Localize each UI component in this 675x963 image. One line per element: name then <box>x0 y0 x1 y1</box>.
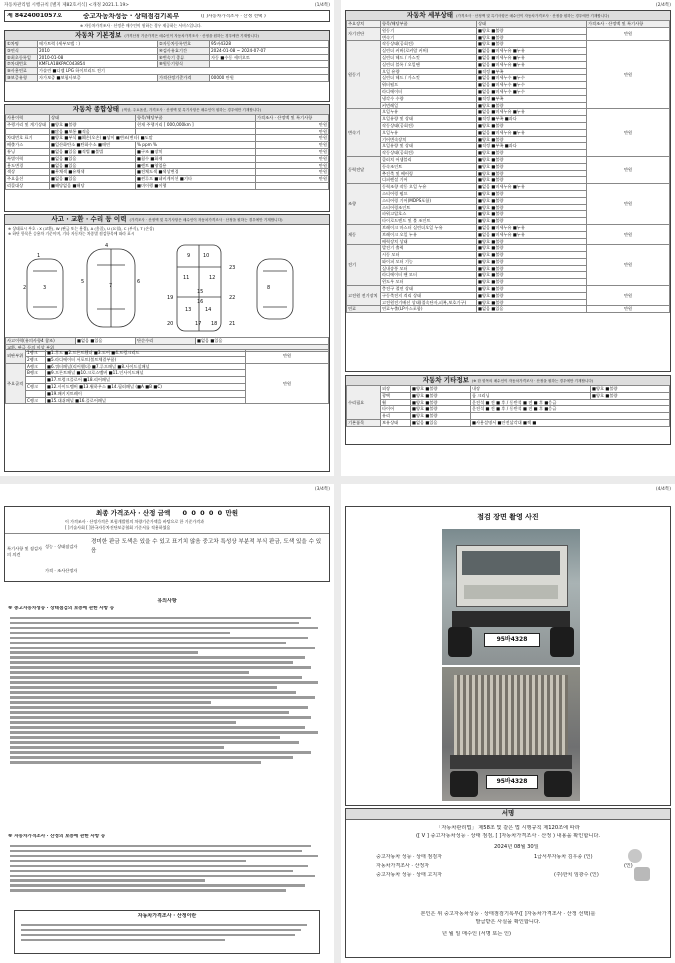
detail-item: 실린더 커버(로커암 커버) <box>381 48 477 55</box>
page-1 <box>0 0 334 476</box>
detail-state: ■없음 ■미세누유 ■누유 <box>477 54 587 61</box>
detail-group-name: 연료 <box>347 306 381 313</box>
page-header <box>0 484 334 493</box>
accident-legend: ※ 상태표시 부호 : X (교환), W (판금 또는 용접), A (흠집), U (요철), C (부식), T (손상) <box>8 226 155 231</box>
detail-item: 타이로드엔드 및 볼 조인트 <box>381 218 477 225</box>
frame-label: 12 <box>209 275 216 281</box>
accident-row: 교환, 판금 등의 이상 부위 <box>6 344 329 351</box>
buyer-signature-line: 년 월 일 매수인 (서명 또는 인) <box>442 931 512 937</box>
detail-state: ■양호 ■불량 <box>477 272 587 279</box>
detail-item: 커먼레일 <box>381 102 477 109</box>
basic-row: ③연식 2010 ④검사유효기간 2024-01-08 ~ 2024-07-07 <box>6 47 329 54</box>
truck-rear-photo <box>442 667 580 801</box>
detail-state: ■없음 ■미세누유 ■누유 <box>477 61 587 68</box>
doc-number-label: 제 8424001057호 <box>7 13 63 19</box>
page-3 <box>0 484 334 963</box>
notifier-label: 중고자동차 성능 · 상태 고지자 <box>376 872 442 878</box>
basic-row: ⑨사용연료 가솔린 ■디젤 LPG 하이브리드 전기 <box>6 68 329 75</box>
page-number: (1/4쪽) <box>314 3 330 8</box>
detail-row <box>347 184 670 191</box>
confirm-text-2: 발급받은 사실을 확인합니다. <box>475 919 541 925</box>
accident-row: 사고이력(유의사항4 참조) ■없음 ■있음 단순수리 ■없음 ■있음 <box>6 338 329 345</box>
frame-label: 3 <box>43 285 47 291</box>
detail-group-name: 조향 <box>347 184 381 225</box>
detail-item: 등속조인트 <box>381 163 477 170</box>
page-2 <box>341 0 675 476</box>
detail-state: ■없음 ■미세누유 ■누유 <box>477 129 587 136</box>
final-price-section <box>4 506 330 582</box>
page-header <box>0 0 334 9</box>
detail-status-title: 자동차 세부상태 (가격조사 · 산정액 및 특기사항은 매수인이 자동차가격조사 · 산정을 원하는 경우에만 기재합니다) <box>346 11 670 21</box>
detail-item: 작동상태(공회전) <box>381 41 477 48</box>
signature-section <box>345 808 671 958</box>
special-label: 특기사항 및 점검자의 의견 <box>7 546 43 557</box>
detail-state: ■적정 ■부족 <box>477 95 587 102</box>
detail-item: 브레이크 마스터 실린더오일 누유 <box>381 224 477 231</box>
seal-stamp <box>628 849 642 863</box>
detail-item: 충전구 절연 상태 <box>381 286 477 293</box>
photo-title: 점검 장면 촬영 사진 <box>477 513 539 521</box>
frame-label: 20 <box>167 321 174 327</box>
price-person-label: 가격 · 조사산정자 <box>45 568 78 573</box>
detail-state: ■양호 ■불량 <box>477 170 587 177</box>
overall-row: 용도변경 ■없음 ■있음 ■렌트 ■영업용 만원 <box>7 162 327 168</box>
detail-state: ■양호 ■불량 <box>477 299 587 306</box>
notice-title: ※ 중고자동차성능 · 상태점검의 보증에 관한 사항 등 <box>8 606 115 611</box>
detail-item: 라디에이터 팬 모터 <box>381 272 477 279</box>
detail-item: 오일누유 <box>381 109 477 116</box>
etc-info-section <box>345 375 671 445</box>
etc-row: 유리 ■양호 ■불량 <box>347 413 670 420</box>
detail-price: 만원 <box>587 184 670 225</box>
frame-label: 7 <box>109 283 113 289</box>
detail-state: ■양호 ■불량 <box>477 27 587 34</box>
detail-state: ■양호 ■불량 <box>477 238 587 245</box>
overall-row: 튜닝 ■없음 ■있음 ■적법 ■불법 ■구조 ■장치 만원 <box>7 148 327 154</box>
detail-item: 실린더 헤드 / 가스킷 <box>381 54 477 61</box>
appraisal-definition-text <box>21 921 313 944</box>
appraiser-label: 자동차가격조사 · 산정자 <box>376 863 430 869</box>
overall-row: 주행거리 및 계기상태 ■양호 ■불량 현재 주행거리 [ 000,000km ] 만원 <box>7 121 327 127</box>
detail-state: ■양호 ■불량 <box>477 245 587 252</box>
detail-item: 연료누출(LP가스포함) <box>381 306 477 313</box>
etc-info-title: 자동차 기타정보 (※ 한 항목의 매수인이 자동차가격조사 · 산정을 원하는 경우에만 기재합니다) <box>346 376 670 386</box>
basic-info-section <box>4 30 330 102</box>
basic-row: ⑤최초등록일 2010-01-08 ⑥변속기 종류 자동 ■수동 세미오토 <box>6 54 329 61</box>
detail-state: ■적정 ■부족 <box>477 68 587 75</box>
overall-status-title: 자동차 종합상태 (색상, 주요옵션, 가격조사 · 산정액 및 특기사항은 매수인이 원하는 경우에만 기재합니다) <box>5 105 329 115</box>
detail-item: 와이퍼 모터 기능 <box>381 258 477 265</box>
frame-label: 19 <box>167 295 174 301</box>
detail-item: 클러치 어셈블리 <box>381 156 477 163</box>
detail-group-name: 변속기 <box>347 109 381 157</box>
detail-state: ■없음 ■미세누수 ■누수 <box>477 82 587 89</box>
detail-state: ■양호 ■불량 <box>477 156 587 163</box>
detail-row <box>347 245 670 252</box>
overall-status-section <box>4 104 330 212</box>
final-price-row <box>5 507 329 519</box>
detail-state: ■양호 ■불량 <box>477 279 587 286</box>
detail-item: 윈도우 모터 <box>381 279 477 286</box>
special-text: 경미한 판금 도색은 있을 수 있고 표기치 않음 중고차 특성상 부분적 부식 판금, 도색 있을 수 있음 <box>91 539 322 554</box>
overall-row: 색상 ■무채색 ■유채색 ■전체도색 ■색상변경 만원 <box>7 169 327 175</box>
detail-state: ■양호 ■불량 <box>477 102 587 109</box>
detail-item: 구동축전지 격리 상태 <box>381 292 477 299</box>
detail-price: 만원 <box>587 41 670 109</box>
detail-item: 실내송풍 모터 <box>381 265 477 272</box>
detail-state: ■없음 ■미세누수 ■누수 <box>477 88 587 95</box>
detail-state: ■양호 ■불량 <box>477 252 587 259</box>
frame-label: 10 <box>203 253 210 259</box>
basic-info-title: 자동차 기본정보 (가격산정 기준가격은 매수인이 자동차가격조사 · 산정을 원하는 경우에만 기재합니다) <box>5 31 329 41</box>
detail-item: 워터펌프 <box>381 82 477 89</box>
detail-item: 라디에이터 <box>381 88 477 95</box>
detail-state: ■양호 ■불량 <box>477 163 587 170</box>
form-reference: 자동차관리법 시행규칙 [별지 제82호서식] <개정 2021.1.19> <box>4 3 130 8</box>
frame-label: 11 <box>183 275 190 281</box>
special-inspector-label: 성능 · 상태점검자 <box>45 544 78 549</box>
parts-row: ■19.패키지트레이 <box>6 390 329 397</box>
detail-group-name: 제동 <box>347 224 381 244</box>
detail-item: 스티어링조인트 <box>381 204 477 211</box>
detail-row <box>347 306 670 313</box>
detail-group-name: 전기 <box>347 245 381 286</box>
overall-row: 차대번호 표기 ■양호 ■부식 ■훼손(오손) ■상이 ■변조(변타) ■도말 만원 <box>7 135 327 141</box>
frame-label: 4 <box>105 243 109 249</box>
detail-state: ■없음 ■미세누수 ■누수 <box>477 75 587 82</box>
signature-text-2: ([ V ] 중고자동차성능 · 상태 점검, [ ]자동차가격조사 · 산정 ) 내용을 확인합니다. <box>415 833 601 839</box>
detail-item: 디퍼렌셜 기어 <box>381 177 477 184</box>
special-notes <box>5 533 329 582</box>
detail-price: 만원 <box>587 245 670 286</box>
parts-row: 주요골격 A랭크 ■6.쿼터패널(리어휀더) ■7.루프패널 ■8.사이드실패널 만원 <box>6 363 329 370</box>
frame-label: 18 <box>211 321 218 327</box>
truck-front-photo <box>442 529 580 665</box>
detail-state: ■양호 ■불량 <box>477 34 587 41</box>
detail-state: ■적정 ■부족 ■과다 <box>477 143 587 150</box>
overall-row: 특별이력 ■없음 ■있음 ■침수 ■화재 만원 <box>7 155 327 161</box>
basic-row: ⑩보증유형 자가보증 ■보험사보증 가격산정기준가격 00000 만원 <box>6 74 329 81</box>
page-4 <box>341 484 675 963</box>
detail-item: 냉각수 수량 <box>381 95 477 102</box>
frame-label: 13 <box>185 307 192 313</box>
detail-state: ■양호 ■불량 <box>477 190 587 197</box>
detail-state: ■양호 ■불량 <box>477 197 587 204</box>
overall-row: 리콜대상 ■해당없음 ■해당 ■미이행 ■이행 <box>6 182 329 189</box>
car-frame-diagram <box>17 239 317 335</box>
final-price-title: 최종 가격조사 · 산정 금액 <box>95 509 171 517</box>
parts-row: 외판부위 1랭크 ■1.후드 ■2.프론트휀더 ■3.도어 ■4.트렁크리드 만원 <box>6 350 329 357</box>
detail-state: ■양호 ■불량 <box>477 292 587 299</box>
basic-row: ①차명 메가트럭 (세부모델 : ) ②자동차등록번호 95바4328 <box>6 41 329 48</box>
frame-label: 9 <box>187 253 191 259</box>
detail-state: ■없음 ■미세누유 ■누유 <box>477 231 587 238</box>
frame-label: 23 <box>229 265 236 271</box>
doc-note: ※ 자동차가격조사 · 산정은 매수인이 원하는 경우 제공하는 서비스입니다. <box>80 23 202 28</box>
detail-status-table <box>346 20 670 313</box>
notice2-text-block <box>10 842 324 894</box>
inspector-name: 1급서부자동차 김우종 (인) <box>534 854 593 860</box>
detail-item: 변속기 <box>381 34 477 41</box>
etc-info-table <box>346 385 670 427</box>
page-number: (4/4쪽) <box>655 487 671 492</box>
detail-state: ■양호 ■불량 <box>477 286 587 293</box>
frame-label: 21 <box>229 321 236 327</box>
detail-group-name: 동력전달 <box>347 156 381 183</box>
overall-status-table <box>5 114 329 190</box>
front-plate: 95바4328 <box>484 633 540 647</box>
seal-stamp <box>634 867 650 881</box>
detail-state: ■없음 ■미세누유 ■누유 <box>477 48 587 55</box>
detail-state: ■양호 ■불량 <box>477 204 587 211</box>
detail-price: 만원 <box>587 224 670 244</box>
detail-item: 스티어링 펌프 <box>381 190 477 197</box>
basic-info-table <box>5 40 329 82</box>
detail-price: 만원 <box>587 109 670 157</box>
notice2-title: ※ 자동차가격조사 · 산정의 보증에 관한 사항 등 <box>8 834 106 839</box>
inspector-label: 중고자동차 성능 · 상태 점검자 <box>376 854 442 860</box>
appraisal-definition-box <box>14 910 320 954</box>
confirm-text-1: 본인은 위 중고자동차성능 · 상태점검기록부([ ]자동차가격조사 · 산정 선택)를 <box>420 911 596 917</box>
etc-row: 타이어 ■양호 ■불량 운전석 ■ 전 ■ 후 / 동반석 ■ 전 ■ 후 ■응급 <box>347 406 670 413</box>
frame-label: 8 <box>267 285 271 291</box>
doc-number: 8424001057 <box>14 13 57 19</box>
overall-row: ■많음 ■보통 ■적음 만원 <box>6 128 329 135</box>
frame-label: 16 <box>197 299 204 305</box>
basic-row: ⑦차대번호 KMFLA18KPAC043854 ⑧원동기형식 <box>6 61 329 68</box>
detail-status-section <box>345 10 671 372</box>
frame-label: 17 <box>195 321 202 327</box>
detail-row <box>347 41 670 48</box>
page-header <box>341 484 675 493</box>
detail-item: 동력조향 작동 오일 누유 <box>381 184 477 191</box>
overall-row: 배출가스 ■일산화탄소 ■탄화수소 ■매연 % ppm % 만원 <box>7 142 327 148</box>
frame-label: 6 <box>137 279 141 285</box>
detail-header-row: 주요장치 항목/해당부품 상태 가격조사 · 산정액 및 특기사항 <box>347 21 670 28</box>
overall-header-row: 사용이력 상태 항목/해당부품 가격조사 · 산정액 및 특기사항 <box>6 115 329 122</box>
notifier-name: (주)한치 임광수 (인) <box>554 872 599 878</box>
detail-item: 실린더 블록 / 오일팬 <box>381 61 477 68</box>
price-note: 이 가격조사 · 산정가격은 보험개발원의 차량기준가액을 바탕으로 한 기준가격과 <box>65 519 204 524</box>
detail-item: 배력장치 상태 <box>381 238 477 245</box>
signature-title: 서명 <box>346 809 670 820</box>
detail-price: 만원 <box>587 286 670 306</box>
final-price-unit: 만원 <box>225 509 239 517</box>
signature-date: 2024년 08월 30일 <box>494 844 539 850</box>
frame-label: 2 <box>23 285 27 291</box>
detail-item: 시동 모터 <box>381 252 477 259</box>
detail-state: ■양호 ■불량 <box>477 258 587 265</box>
detail-item: 오일 유량 <box>381 68 477 75</box>
detail-item: 스티어링 기어(MDPS포함) <box>381 197 477 204</box>
detail-state: ■없음 ■미세누유 ■누유 <box>477 184 587 191</box>
detail-item: 오일유량 및 상태 <box>381 116 477 123</box>
price-options: [ ]기술사회 [ ]한국자동차진단보증협회 기준서를 적용하였음 <box>65 525 171 530</box>
frame-label: 1 <box>37 253 41 259</box>
page-number: (2/4쪽) <box>655 3 671 8</box>
detail-state: ■적정 ■부족 ■과다 <box>477 116 587 123</box>
detail-item: 발전기 출력 <box>381 245 477 252</box>
detail-state: ■양호 ■불량 <box>477 218 587 225</box>
detail-state: ■양호 ■불량 <box>477 211 587 218</box>
final-price-value: 0 0 0 0 0 <box>182 509 224 517</box>
detail-item: 실린더 헤드 / 가스킷 <box>381 75 477 82</box>
frame-label: 14 <box>205 307 212 313</box>
detail-state: ■양호 ■불량 <box>477 265 587 272</box>
etc-row: 휠 ■양호 ■불량 운전석 ■ 전 ■ 후 / 동반석 ■ 전 ■ 후 ■응급 <box>347 399 670 406</box>
doc-title: 중고자동차성능 · 상태점검기록부 <box>83 13 180 19</box>
detail-state: ■없음 ■미세누유 ■누유 <box>477 224 587 231</box>
etc-row: 광택 ■양호 ■불량 룸 크리닝 ■양호 ■불량 <box>347 392 670 399</box>
signature-text-1: 「자동차관리법」 제58조 및 같은 법 시행규칙 제120조에 따라 <box>436 825 580 831</box>
detail-row <box>347 156 670 163</box>
detail-group-name: 원동기 <box>347 41 381 109</box>
detail-item: 원동기 <box>381 27 477 34</box>
detail-price: 만원 <box>587 306 670 313</box>
detail-state: ■양호 ■불량 <box>477 136 587 143</box>
detail-row <box>347 286 670 293</box>
detail-state: ■양호 ■불량 <box>477 122 587 129</box>
detail-group-name: 고전원 전기장치 <box>347 286 381 306</box>
detail-item: 추진축 및 베어링 <box>381 170 477 177</box>
detail-item: 오일유량 및 상태 <box>381 143 477 150</box>
detail-item: 브레이크 오일 누유 <box>381 231 477 238</box>
parts-row: ■17.트렁크플로어 ■18.리어패널 <box>6 377 329 384</box>
parts-row: C랭크 ■15.대쉬패널 ■16.플로어패널 <box>6 397 329 404</box>
frame-label: 22 <box>229 295 236 301</box>
detail-state: ■양호 ■불량 <box>477 150 587 157</box>
parts-row: C랭크 ■12.사이드멤버 ■13.휠하우스 ■14.필러패널 (■A ■B ■C) <box>6 383 329 390</box>
doc-title-options: ([ ]자동차가격조사 · 산정 선택 ) <box>201 14 266 19</box>
detail-price: 만원 <box>587 27 670 41</box>
overall-row: 주요옵션 ■없음 ■있음 ■썬루프 ■네비게이션 ■기타 만원 <box>7 176 327 182</box>
detail-item: 기어변속장치 <box>381 136 477 143</box>
photo-section <box>345 506 671 806</box>
doc-title-row <box>4 10 330 22</box>
page-number: (3/4쪽) <box>314 487 330 492</box>
frame-label: 5 <box>81 279 85 285</box>
detail-item: 파워고압호스 <box>381 211 477 218</box>
detail-price: 만원 <box>587 156 670 183</box>
appraisal-definition-title: 자동차가격조사 · 산정이란 <box>137 913 197 919</box>
detail-item: 오일누유 <box>381 129 477 136</box>
page-header <box>341 0 675 9</box>
detail-state: ■양호 ■불량 <box>477 177 587 184</box>
detail-item: 고전원전기배선 상태(접속단자,피복,보호기구) <box>381 299 477 306</box>
appraiser-name: (인) <box>624 863 633 869</box>
detail-row <box>347 224 670 231</box>
accident-title: 사고 · 교환 · 수리 등 이력 (가격조사 · 산정액 및 특기사항은 매수인이 자동차가격조사 · 산정을 원하는 경우에만 기재합니다) <box>5 215 329 225</box>
parts-row: 2랭크 ■5.라디에이터 서포트(볼트체결부품) <box>6 356 329 363</box>
detail-group-name: 자기진단 <box>347 27 381 41</box>
detail-state: ■없음 ■있음 <box>477 306 587 313</box>
detail-state: ■없음 ■미세누유 ■누유 <box>477 109 587 116</box>
parts-table <box>5 349 329 404</box>
detail-row <box>347 109 670 116</box>
rear-plate: 95바4328 <box>486 775 538 789</box>
etc-row: 기본품목 보유상태 ■없음 ■있음 ■사용설명서 ■안전삼각대 ■잭 ■ <box>347 419 670 426</box>
detail-row <box>347 27 670 34</box>
notice-heading: 유의사항 <box>157 598 177 604</box>
accident-history-section <box>4 214 330 472</box>
accident-legend-2: ※ 하단 항목은 승용차 기준이며, 기타 자동차는 차종별 점검항목에 따라 표시 <box>8 231 135 236</box>
etc-row: 수리필요 외장 ■양호 ■불량 내장 ■양호 ■불량 <box>347 386 670 393</box>
notice-text-block <box>10 614 324 766</box>
detail-item: 작동상태(공회전) <box>381 150 477 157</box>
frame-label: 15 <box>197 289 204 295</box>
detail-item: 작동상태(공회전) <box>381 122 477 129</box>
detail-state: ■양호 ■불량 <box>477 41 587 48</box>
parts-row: B랭크 ■9.프론트패널 ■10.크로스멤버 ■11.인사이드패널 <box>6 370 329 377</box>
